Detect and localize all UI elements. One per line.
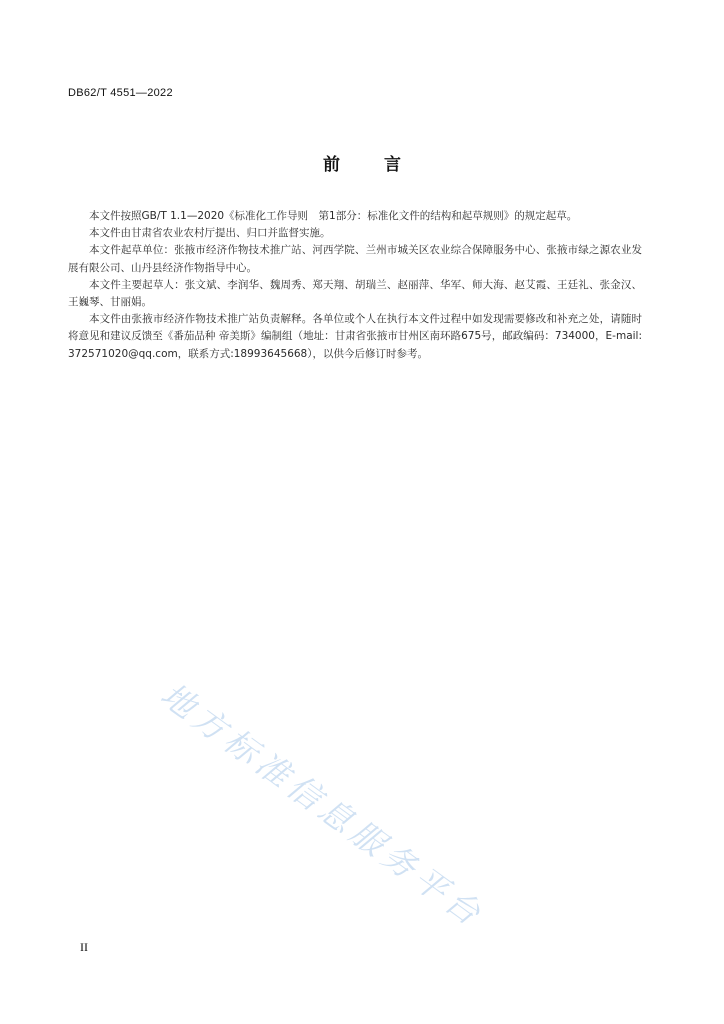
watermark-text: 地方标准信息服务平台	[153, 674, 492, 936]
title-char-2: 言	[384, 155, 401, 175]
page-title	[0, 150, 724, 175]
paragraph-drafting-units: 本文件起草单位：张掖市经济作物技术推广站、河西学院、兰州市城关区农业综合保障服务中心、张掖市绿之源农业发展有限公司、山丹县经济作物指导中心。	[68, 244, 642, 274]
foreword-body	[68, 208, 642, 363]
title-char-1: 前	[323, 155, 340, 175]
paragraph-interpretation: 本文件由张掖市经济作物技术推广站负责解释。各单位或个人在执行本文件过程中如发现需要修改和补充之处，请随时将意见和建议反馈至《番茄品种 帝美斯》编制组（地址：甘肃省张掖市甘州区南环路675号，邮政编码：734000，E-mail:372571020@qq.com，联系方式:18993645668），以供今后修订时参考。	[68, 313, 642, 360]
paragraph-drafting-rules: 本文件按照GB/T 1.1—2020《标准化工作导则 第1部分：标准化文件的结构和起草规则》的规定起草。	[89, 210, 578, 222]
paragraph-drafters: 本文件主要起草人：张文斌、李润华、魏周秀、郑天翔、胡瑞兰、赵丽萍、华军、师大海、赵艾霞、王廷礼、张金汉、王巍琴、甘丽娟。	[68, 278, 642, 309]
standard-code: DB62/T 4551—2022	[68, 87, 173, 99]
paragraph-proposer: 本文件由甘肃省农业农村厅提出、归口并监督实施。	[89, 227, 331, 240]
page-number: II	[80, 940, 88, 954]
